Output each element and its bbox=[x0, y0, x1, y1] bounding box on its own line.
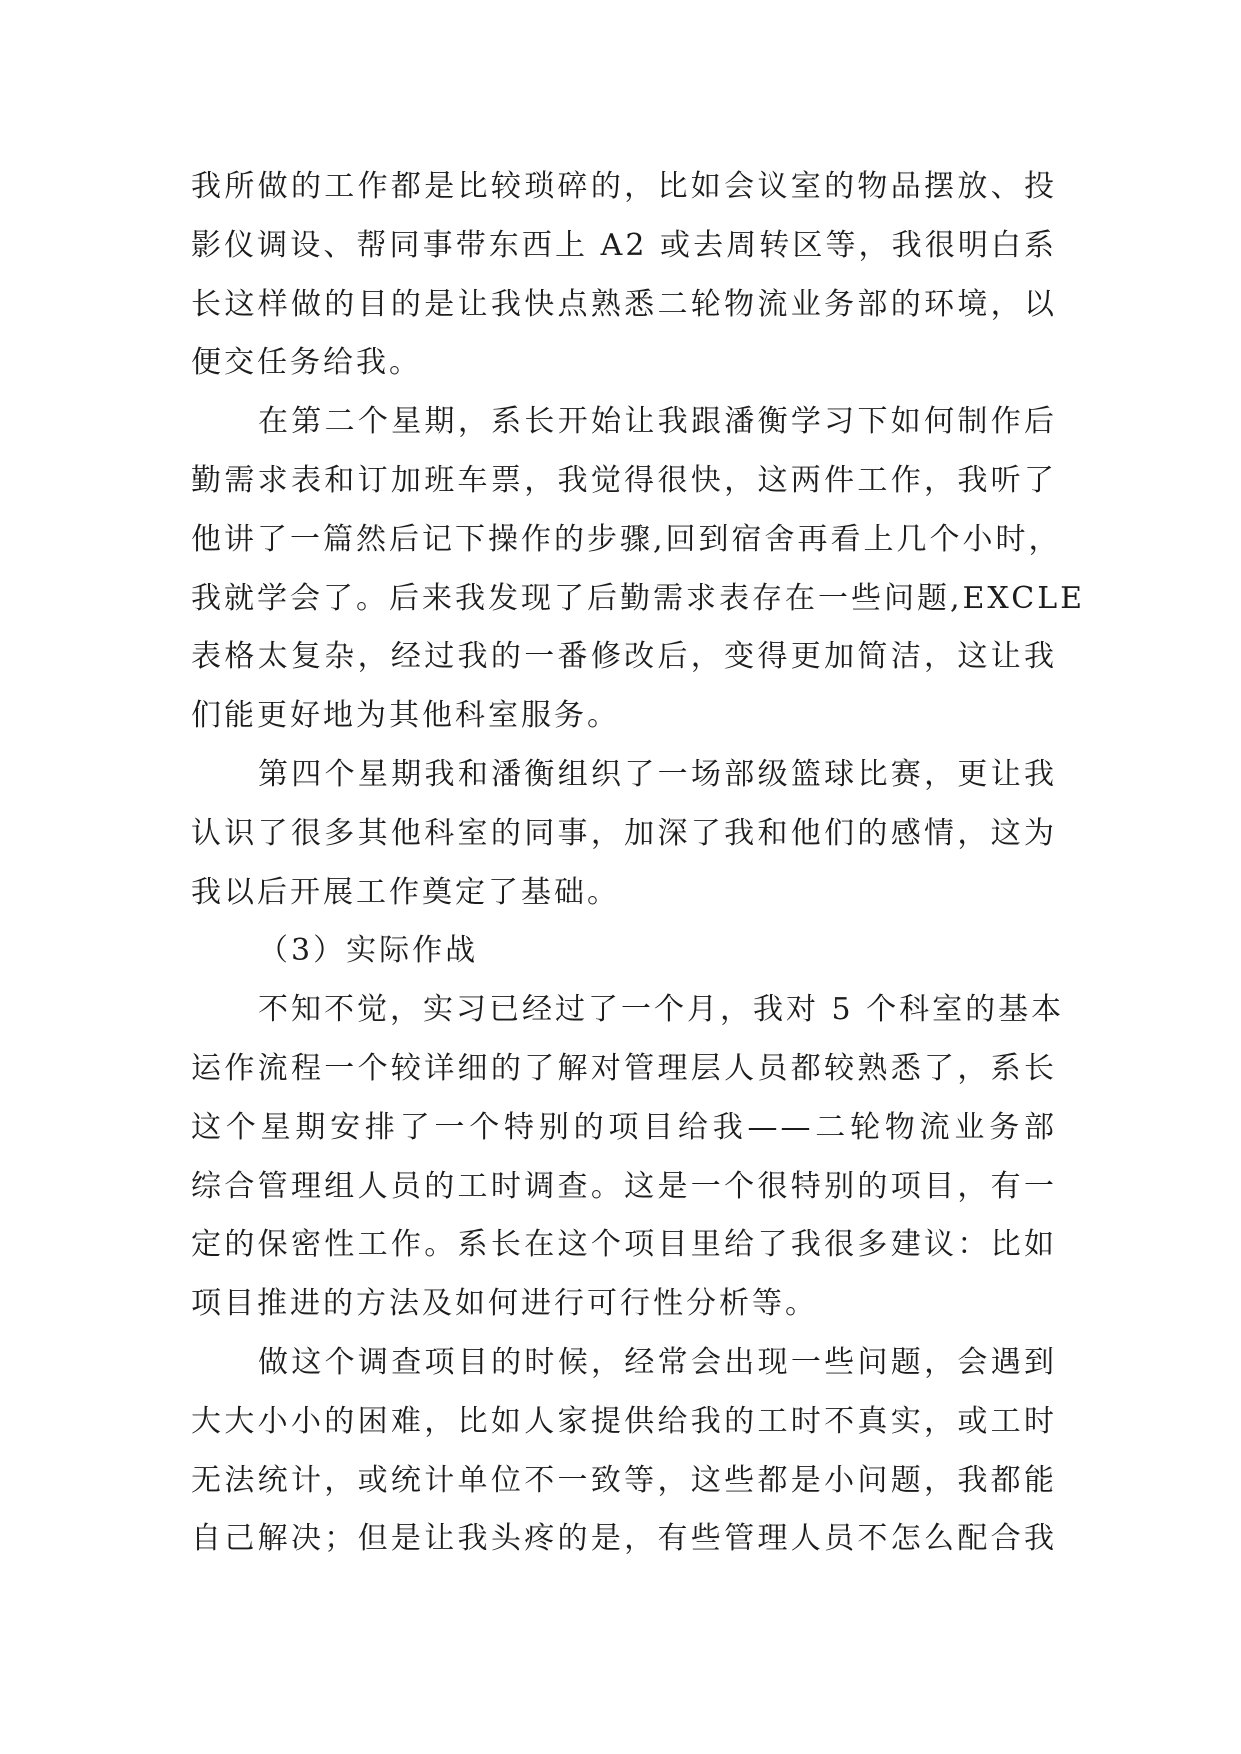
text-line: 们能更好地为其他科室服务。 bbox=[191, 698, 620, 734]
text-line: 他讲了一篇然后记下操作的步骤,回到宿舍再看上几个小时， bbox=[191, 521, 1062, 557]
text-line: 认识了很多其他科室的同事，加深了我和他们的感情，这为 bbox=[191, 815, 1057, 851]
paragraph bbox=[191, 393, 1086, 746]
text-line: 便交任务给我。 bbox=[191, 345, 422, 381]
text-line: 定的保密性工作。系长在这个项目里给了我很多建议：比如 bbox=[191, 1227, 1057, 1263]
text-line: 我就学会了。后来我发现了后勤需求表存在一些问题,EXCLE bbox=[191, 580, 1086, 616]
paragraph bbox=[191, 1334, 1057, 1569]
text-line: 长这样做的目的是让我快点熟悉二轮物流业务部的环境，以 bbox=[191, 286, 1057, 322]
text-line: 不知不觉，实习已经过了一个月，我对 5 个科室的基本 bbox=[258, 992, 1065, 1028]
text-line: 项目推进的方法及如何进行可行性分析等。 bbox=[191, 1286, 818, 1322]
text-line: 第四个星期我和潘衡组织了一场部级篮球比赛，更让我 bbox=[258, 756, 1057, 792]
text-line: 做这个调查项目的时候，经常会出现一些问题，会遇到 bbox=[258, 1344, 1057, 1380]
text-line: 无法统计，或统计单位不一致等，这些都是小问题，我都能 bbox=[191, 1462, 1057, 1498]
paragraph bbox=[191, 981, 1065, 1334]
text-line: 这个星期安排了一个特别的项目给我——二轮物流业务部 bbox=[191, 1109, 1057, 1145]
text-line: 勤需求表和订加班车票，我觉得很快，这两件工作，我听了 bbox=[191, 462, 1057, 498]
body-text bbox=[191, 158, 1086, 1569]
text-line: 运作流程一个较详细的了解对管理层人员都较熟悉了，系长 bbox=[191, 1050, 1057, 1086]
text-line: 影仪调设、帮同事带东西上 A2 或去周转区等，我很明白系 bbox=[191, 227, 1057, 263]
paragraph bbox=[191, 158, 1057, 393]
text-line: 综合管理组人员的工时调查。这是一个很特别的项目，有一 bbox=[191, 1168, 1057, 1204]
text-line: 我以后开展工作奠定了基础。 bbox=[191, 874, 620, 910]
text-line: 我所做的工作都是比较琐碎的，比如会议室的物品摆放、投 bbox=[191, 169, 1057, 204]
paragraph bbox=[191, 746, 1057, 922]
text-line: 在第二个星期，系长开始让我跟潘衡学习下如何制作后 bbox=[258, 404, 1057, 440]
text-line: 自己解决；但是让我头疼的是，有些管理人员不怎么配合我 bbox=[191, 1521, 1057, 1557]
text-line: 大大小小的困难，比如人家提供给我的工时不真实，或工时 bbox=[191, 1403, 1057, 1439]
text-line: 表格太复杂，经过我的一番修改后，变得更加简洁，这让我 bbox=[191, 639, 1057, 675]
section-heading: （3）实际作战 bbox=[258, 933, 479, 969]
